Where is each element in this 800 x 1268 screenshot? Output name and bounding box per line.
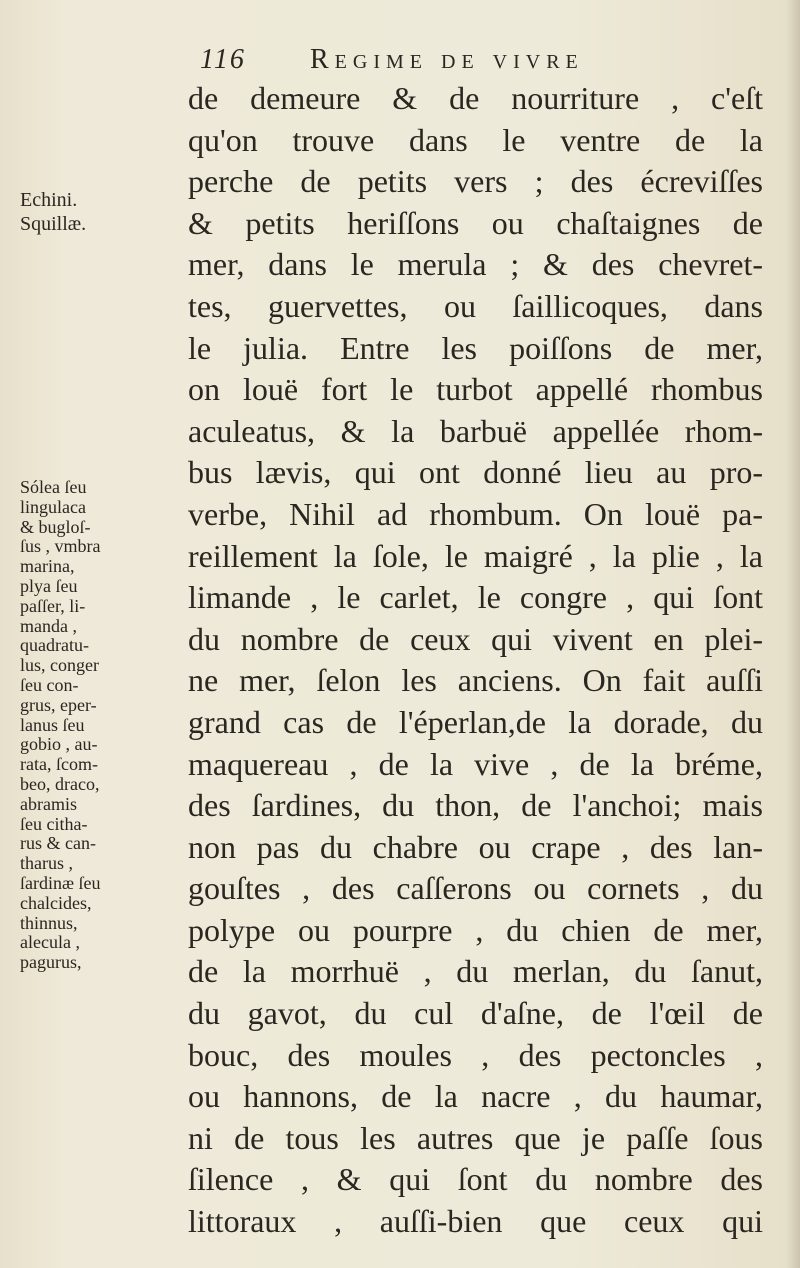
text-line: du nombre de ceux qui vivent en plei- [188,620,763,657]
text-line: de la morrhuë , du merlan, du ſanut, [188,953,763,990]
running-title: Regime de vivre [310,44,584,75]
marginal-note-line: pagurus, [20,952,82,973]
marginal-note-line: lanus ſeu [20,714,85,735]
text-line: bouc, des moules , des pectoncles , [188,1036,763,1073]
text-line: qu'on trouve dans le ventre de la [188,121,763,158]
marginal-note-line: ſeu con- [20,674,79,695]
text-line: perche de petits vers ; des écreviſſes [188,163,763,200]
marginal-note-line: lingulaca [20,496,86,517]
marginal-note-line: thinnus, [20,912,78,933]
marginal-note-line: ſardinæ ſeu [20,872,101,893]
text-line: des ſardines, du thon, de l'anchoi; mais [188,787,763,824]
marginal-note-line: abramis [20,793,77,814]
marginal-note-top [20,188,180,236]
marginal-note-line: Echini. [20,189,78,211]
text-line: ſilence , & qui ſont du nombre des [188,1161,763,1198]
marginal-note-line: grus, eper- [20,694,97,715]
marginal-note-line: chalcides, [20,892,92,913]
text-line: ou hannons, de la nacre , du haumar, [188,1078,763,1115]
marginal-note-line: Squillæ. [20,213,87,235]
marginal-note-line: rata, ſcom- [20,754,98,775]
text-line: le julia. Entre les poiſſons de mer, [188,329,763,366]
text-line: reillement la ſole, le maigré , la plie , la [188,537,763,574]
marginal-note-line: ſeu citha- [20,813,88,834]
text-line: maquereau , de la vive , de la bréme, [188,745,763,782]
marginal-note-line: plya ſeu [20,575,78,596]
marginal-notes [20,478,185,973]
text-line: on louë fort le turbot appellé rhombus [188,371,763,408]
page-number: 116 [200,44,246,75]
marginal-note-line: manda , [20,615,77,636]
text-line: ni de tous les autres que je paſſe ſous [188,1119,763,1156]
marginal-note-line: ſus , vmbra [20,536,101,557]
text-line: grand cas de l'éperlan,de la dorade, du [188,703,763,740]
marginal-note-line: Sólea ſeu [20,477,87,497]
marginal-note-line: tharus , [20,853,73,874]
marginal-note-line: & bugloſ- [20,516,91,537]
text-line: tes, guervettes, ou ſaillicoques, dans [188,287,763,324]
marginal-note-line: lus, conger [20,655,99,676]
text-line: gouſtes , des caſſerons ou cornets , du [188,870,763,907]
marginal-note-line: gobio , au- [20,734,98,755]
text-line: & petits heriſſons ou chaſtaignes de [188,204,763,241]
body-text [188,78,763,1243]
page-gutter-shadow [786,0,800,1268]
text-line: mer, dans le merula ; & des chevret- [188,246,763,283]
text-line: limande , le carlet, le congre , qui ſont [188,579,763,616]
text-line: bus lævis, qui ont donné lieu au pro- [188,454,763,491]
text-line: ne mer, ſelon les anciens. On fait auſſi [188,662,763,699]
text-line: littoraux , auſſi-bien que ceux qui [188,1203,763,1240]
marginal-note-line: rus & can- [20,833,96,854]
marginal-note-line: marina, [20,556,75,577]
text-line: verbe, Nihil ad rhombum. On louë pa- [188,495,763,532]
text-line: de demeure & de nourriture , c'eſt [188,80,763,116]
text-line: du gavot, du cul d'aſne, de l'œil de [188,995,763,1032]
text-line: polype ou pourpre , du chien de mer, [188,911,763,948]
marginal-note-line: alecula , [20,932,80,953]
marginal-note-line: paſſer, li- [20,595,86,616]
marginal-note-line: beo, draco, [20,773,100,794]
marginal-note-line: quadratu- [20,635,89,656]
text-line: aculeatus, & la barbuë appellée rhom- [188,412,763,449]
text-line: non pas du chabre ou crape , des lan- [188,828,763,865]
